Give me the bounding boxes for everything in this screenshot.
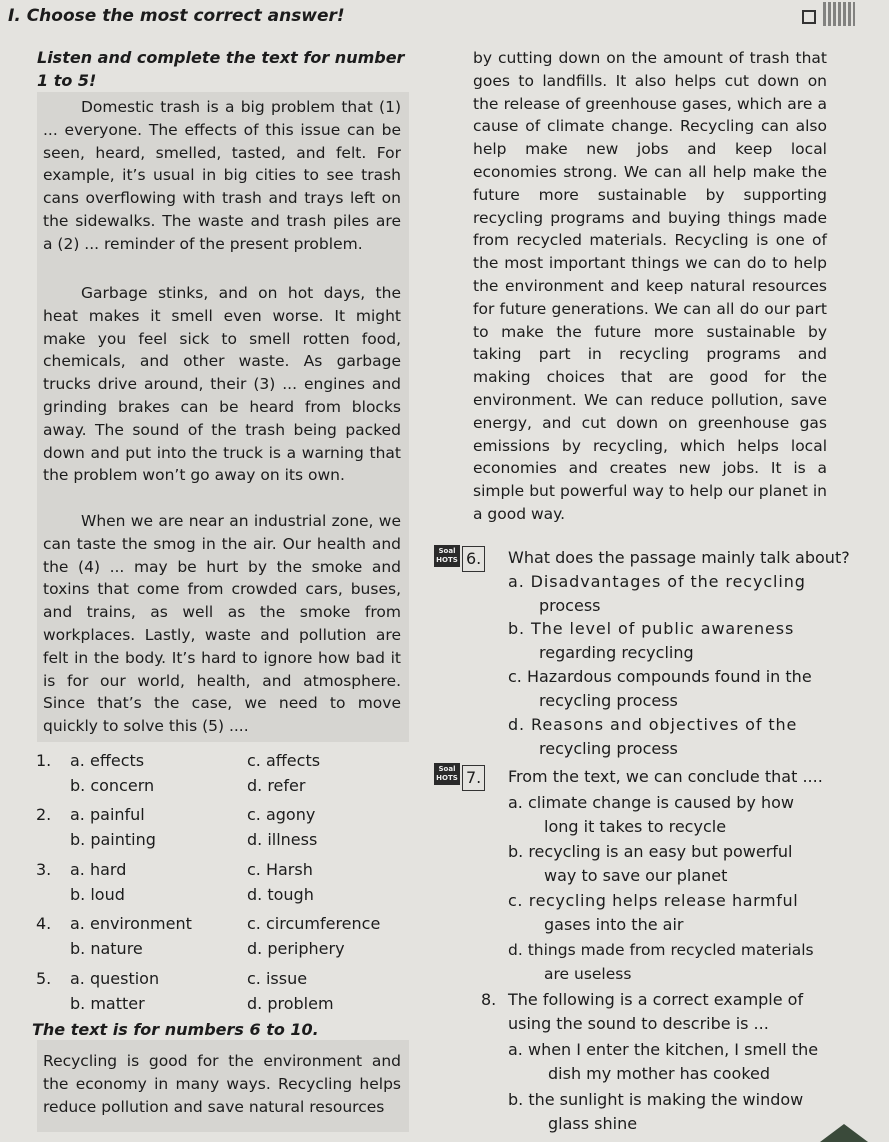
q6-option-d-line1: d. Reasons and objectives of the — [508, 715, 798, 734]
q8-option-b-line1: b. the sunlight is making the window — [508, 1090, 804, 1109]
q2-option-a[interactable]: a. painful — [70, 805, 145, 824]
q2-option-b[interactable]: b. painting — [70, 830, 156, 849]
q7-option-b-line1: b. recycling is an easy but powerful — [508, 842, 793, 861]
q8-option-a[interactable] — [508, 1038, 818, 1086]
q5-option-d[interactable]: d. problem — [247, 994, 334, 1013]
q6-option-b-line1: b. The level of public awareness — [508, 619, 795, 638]
q6-option-b[interactable] — [508, 617, 794, 665]
q8-option-b[interactable] — [508, 1088, 803, 1136]
q4-option-c[interactable]: c. circumference — [247, 914, 381, 933]
q8-option-b-line2: glass shine — [548, 1114, 638, 1133]
q7-option-c-line1: c. recycling helps release harmful — [508, 891, 799, 910]
q8-option-a-line2: dish my mother has cooked — [548, 1064, 771, 1083]
q1-option-b[interactable]: b. concern — [70, 776, 155, 795]
q2-option-d[interactable]: d. illness — [247, 830, 318, 849]
q7-option-d-line1: d. things made from recycled materials — [508, 941, 814, 959]
hots-badge-icon: Soal HOTS — [434, 545, 460, 567]
q4-option-b[interactable]: b. nature — [70, 939, 143, 958]
hots-badge-icon-q7: Soal HOTS — [434, 763, 460, 785]
q6-option-d-line2: recycling process — [539, 739, 678, 758]
q6-option-c[interactable] — [508, 665, 812, 713]
question-5-number: 5. — [36, 969, 52, 988]
q3-option-d[interactable]: d. tough — [247, 885, 314, 904]
q6-option-b-line2: regarding recycling — [539, 643, 694, 662]
q6-option-a[interactable] — [508, 570, 848, 618]
q1-option-a[interactable]: a. effects — [70, 751, 145, 770]
q7-option-c[interactable] — [508, 889, 798, 937]
q5-option-c[interactable]: c. issue — [247, 969, 308, 988]
q8-option-a-line1: a. when I enter the kitchen, I smell the — [508, 1040, 819, 1059]
q6-option-a-line2: process — [539, 596, 601, 615]
question-8-text-line1: The following is a correct example of — [508, 990, 804, 1009]
listen-instruction-line1: Listen and complete the text for number — [37, 48, 405, 67]
q7-option-a[interactable] — [508, 791, 794, 839]
q7-option-a-line2: long it takes to recycle — [544, 817, 727, 836]
qr-marker-icon — [802, 10, 816, 24]
question-8-text — [508, 988, 803, 1036]
passage1-paragraph2: Garbage stinks, and on hot days, the heat makes it smell even worse. It might make you feel sick to smell rotten food, chemicals, and other waste. As garbage trucks drive around, their (3) ... engines and grinding brakes can be heard from blocks away. The sound of the trash being packed down and put into the truck is a warning that the problem won’t go away on its own. — [43, 284, 401, 485]
q7-option-c-line2: gases into the air — [544, 915, 684, 934]
q2-option-c[interactable]: c. agony — [247, 805, 316, 824]
q4-option-d[interactable]: d. periphery — [247, 939, 345, 958]
text-6-10-heading: The text is for numbers 6 to 10. — [32, 1020, 319, 1039]
q7-option-b-line2: way to save our planet — [544, 866, 728, 885]
passage1-paragraph1: Domestic trash is a big problem that (1) ... everyone. The effects of this issue can be seen, heard, smelled, tasted, and felt. For example, it’s usual in big cities to see trash cans overflowing with trash and trays left on the sidewalks. The waste and trash piles are a (2) ... reminder of the present problem. — [43, 98, 401, 253]
q6-option-a-line1: a. Disadvantages of the recycling — [508, 572, 806, 591]
q6-option-d[interactable] — [508, 713, 797, 761]
section-heading: I. Choose the most correct answer! — [8, 6, 345, 26]
q7-option-b[interactable] — [508, 840, 793, 888]
q5-option-a[interactable]: a. question — [70, 969, 160, 988]
question-1-number: 1. — [36, 751, 52, 770]
corner-triangle-icon — [820, 1124, 868, 1142]
q6-option-c-line2: recycling process — [539, 691, 678, 710]
question-2-number: 2. — [36, 805, 52, 824]
q3-option-a[interactable]: a. hard — [70, 860, 127, 879]
q7-option-a-line1: a. climate change is caused by how — [508, 793, 794, 812]
q5-option-b[interactable]: b. matter — [70, 994, 145, 1013]
passage2-right: by cutting down on the amount of trash that goes to landfills. It also helps cut down on the release of greenhouse gases, which are a cause of climate change. Recycling can also help make new jobs and keep local economies strong. We can all help make the future more sustainable by supporting recycling programs and buying things made from recycled materials. Recycling is one of the most important things we can do to help the environment and keep natural resources for future generations. We can all do our part to make the future more sustainable by taking part in recycling programs and making choices that are good for the environment. We can reduce pollution, save energy, and cut down on greenhouse gas emissions by recycling, which helps local economies and creates new jobs. It is a simple but powerful way to help our planet in a good way. — [473, 49, 827, 523]
question-6-number: 6. — [462, 546, 485, 572]
question-3-number: 3. — [36, 860, 52, 879]
q4-option-a[interactable]: a. environment — [70, 914, 192, 933]
q1-option-d[interactable]: d. refer — [247, 776, 306, 795]
question-8-number: 8. — [481, 990, 497, 1009]
q3-option-c[interactable]: c. Harsh — [247, 860, 313, 879]
q6-option-c-line1: c. Hazardous compounds found in the — [508, 667, 812, 686]
qr-code-icon — [823, 2, 855, 26]
question-4-number: 4. — [36, 914, 52, 933]
listen-instruction — [37, 46, 417, 92]
q7-option-d[interactable] — [508, 938, 814, 986]
listen-instruction-line2: 1 to 5! — [37, 71, 97, 90]
passage1-paragraph3: When we are near an industrial zone, we can taste the smog in the air. Our health and the (4) ... may be hurt by the smoke and toxins that come from crowded cars, buses, and trains, as well as the smoke from workplaces. Lastly, waste and pollution are felt in the body. It’s hard to ignore how bad it is for our world, health, and atmosphere. Since that’s the case, we need to move quickly to solve this (5) .... — [43, 512, 401, 736]
question-6-text: What does the passage mainly talk about? — [508, 548, 850, 567]
q7-option-d-line2: are useless — [544, 965, 632, 983]
q3-option-b[interactable]: b. loud — [70, 885, 125, 904]
question-8-text-line2: using the sound to describe is ... — [508, 1014, 769, 1033]
q1-option-c[interactable]: c. affects — [247, 751, 321, 770]
question-7-number: 7. — [462, 765, 485, 791]
question-7-text: From the text, we can conclude that .... — [508, 767, 823, 786]
passage2-left: Recycling is good for the environment and the economy in many ways. Recycling helps reduce pollution and save natural resources — [43, 1052, 401, 1116]
